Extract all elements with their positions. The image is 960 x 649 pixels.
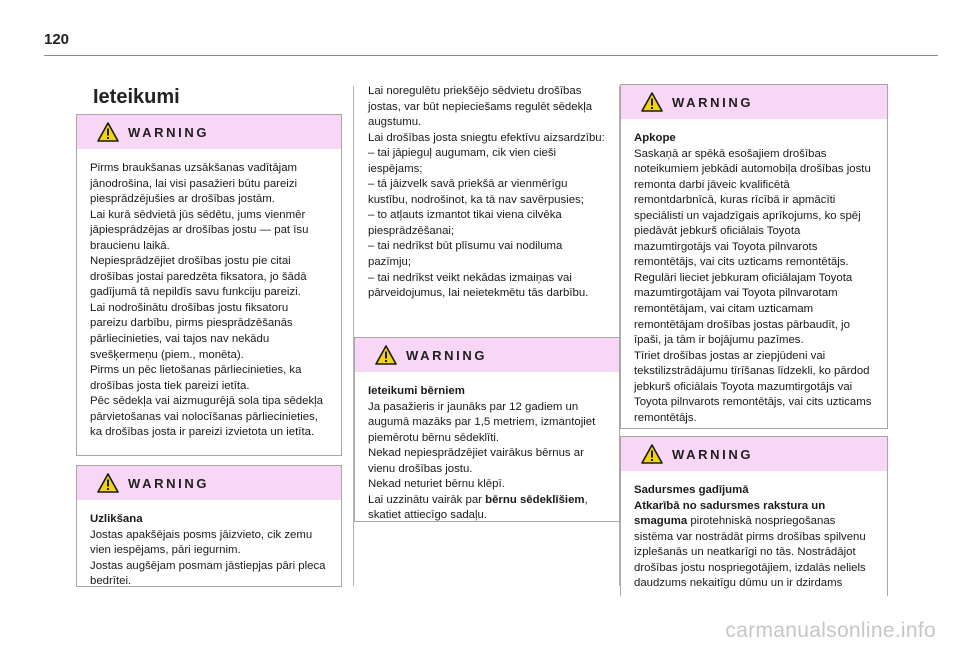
warning-text: Jostas apakšējais posms jāizvieto, cik zemu vien iespējams, pāri iegurnim. Jostas augšējam posmam jāstiepjas pāri pleca bedrītei.: [90, 528, 326, 588]
warning-heading: Uzlikšana: [90, 513, 143, 525]
warning-text: Saskaņā ar spēkā esošajiem drošības noteikumiem jebkādi automobiļa drošības jostu remonta darbi jāveic kvalificētā remontdarbnīcā, kuras rīcībā ir apmācīti speciālisti un vajadzīgais aprīkojums, ko spēj piedāvāt jebkurš oficiālais Toyota mazumtirgotājs vai Toyota pilnvarots remontētājs, vai cits uzticams remontētājs. Regulāri lieciet jebkuram oficiālajam Toyota mazumtirgotājam vai Toyota pilnvarotam remontētājam, vai citam uzticamam remontētājam drošības jostas pārbaudīt, jo īpaši, ja tām ir bojājumu pazīmes. Tīriet drošības jostas ar ziepjūdeni vai tekstilizstrādājumu tīrīšanas līdzekli, ko pārdod jebkurš oficiālais Toyota mazumtirgotājs vai Toyota pilnvarots remontētājs, vai cits uzticams remontētājs.: [634, 147, 872, 424]
warning-heading: Sadursmes gadījumā: [634, 484, 749, 496]
top-divider: [44, 55, 938, 56]
section-title: Ieteikumi: [93, 86, 180, 108]
warning-body: [77, 500, 341, 590]
warning-box-general: [76, 114, 342, 456]
warning-heading: Apkope: [634, 132, 676, 144]
warning-header: [77, 115, 341, 149]
warning-body: [621, 119, 887, 426]
warning-label: WARNING: [672, 446, 754, 462]
warning-box-fitting: [76, 465, 342, 587]
warning-body: [621, 471, 887, 592]
warning-heading: Ieteikumi bērniem: [368, 385, 465, 397]
warning-body: [355, 372, 619, 524]
warning-label: WARNING: [128, 475, 210, 491]
link-child-seats: bērnu sēdeklīšiem: [485, 493, 585, 506]
warning-triangle-icon: [97, 122, 119, 142]
body-text: Lai noregulētu priekšējo sēdvietu drošības jostas, var būt nepieciešams regulēt sēdekļa augstumu. Lai drošības josta sniegtu efektīvu aizsardzību: – tai jāpieguļ augumam, cik vien cieši iespējams; – tā jāizvelk savā priekšā ar vienmērīgu kustību, nodrošinot, ka tā nav savērpusies; – to atļauts izmantot tikai viena cilvēka piesprādzēšanai; – tai nedrīkst būt plīsumu vai nodiluma pazīmju; – tai nedrīkst veikt nekādas izmaiņas vai pārveidojumus, lai neietekmētu tās darbību.: [368, 85, 605, 300]
continued-text: [368, 84, 608, 302]
watermark: carmanualsonline.info: [725, 619, 936, 642]
warning-label: WARNING: [672, 94, 754, 110]
warning-header: [355, 338, 619, 372]
warning-label: WARNING: [406, 347, 488, 363]
page-number: 120: [44, 31, 70, 48]
warning-box-maintenance: [620, 84, 888, 429]
warning-bold-lead: Atkarībā no sadursmes rakstura un smaguma: [634, 499, 826, 528]
warning-label: WARNING: [128, 124, 210, 140]
warning-box-children: [354, 337, 620, 522]
warning-header: [621, 85, 887, 119]
warning-text: Atkarībā no sadursmes rakstura un smaguma pirotehniskā nospriegošanas sistēma var nostrādāt pirms drošības spilvenu izplešanās un neatkarīgi no tās. Nostrādājot drošības jostu nospriegotājiem, izdalās neliels daudzums nekaitīgu dūmu un ir dzirdams: [634, 499, 866, 590]
warning-triangle-icon: [375, 345, 397, 365]
warning-triangle-icon: [97, 473, 119, 493]
warning-header: [621, 437, 887, 471]
warning-triangle-icon: [641, 92, 663, 112]
warning-text-last: Lai uzzinātu vairāk par bērnu sēdeklīšiem, skatiet attiecīgo sadaļu.: [368, 493, 588, 522]
warning-header: [77, 466, 341, 500]
warning-body: [77, 149, 341, 441]
warning-text: Pirms braukšanas uzsākšanas vadītājam jānodrošina, lai visi pasažieri būtu pareizi piesprādzējušies ar drošības jostām. Lai kurā sēdvietā jūs sēdētu, jums vienmēr jāpiesprādzējas ar drošības jostu — pat īsu braucienu laikā. Nepiesprādzējiet drošības jostu pie citai drošības jostai paredzēta fiksatora, jo šādā gadījumā tā nepildīs savu funkciju pareizi. Lai nodrošinātu drošības jostu fiksatoru pareizu darbību, pirms piesprādzēšanās pārliecinieties, vai tajos nav nekādu svešķermeņu (piem., monēta). Pirms un pēc lietošanas pārliecinieties, ka drošības josta tiek pareizi ietīta. Pēc sēdekļa vai aizmugurējā sola tipa sēdekļa pārvietošanas vai nolocīšanas pārliecinieties, ka drošības josta ir pareizi izvietota un ietīta.: [90, 162, 324, 439]
warning-text: Ja pasažieris ir jaunāks par 12 gadiem un augumā mazāks par 1,5 metriem, izmantojiet piemērotu bērnu sēdeklīti. Nekad nepiesprādzējiet vairākus bērnus ar vienu drošības jostu. Nekad neturiet bērnu klēpī.: [368, 400, 596, 491]
warning-triangle-icon: [641, 444, 663, 464]
warning-box-collision: [620, 436, 888, 596]
